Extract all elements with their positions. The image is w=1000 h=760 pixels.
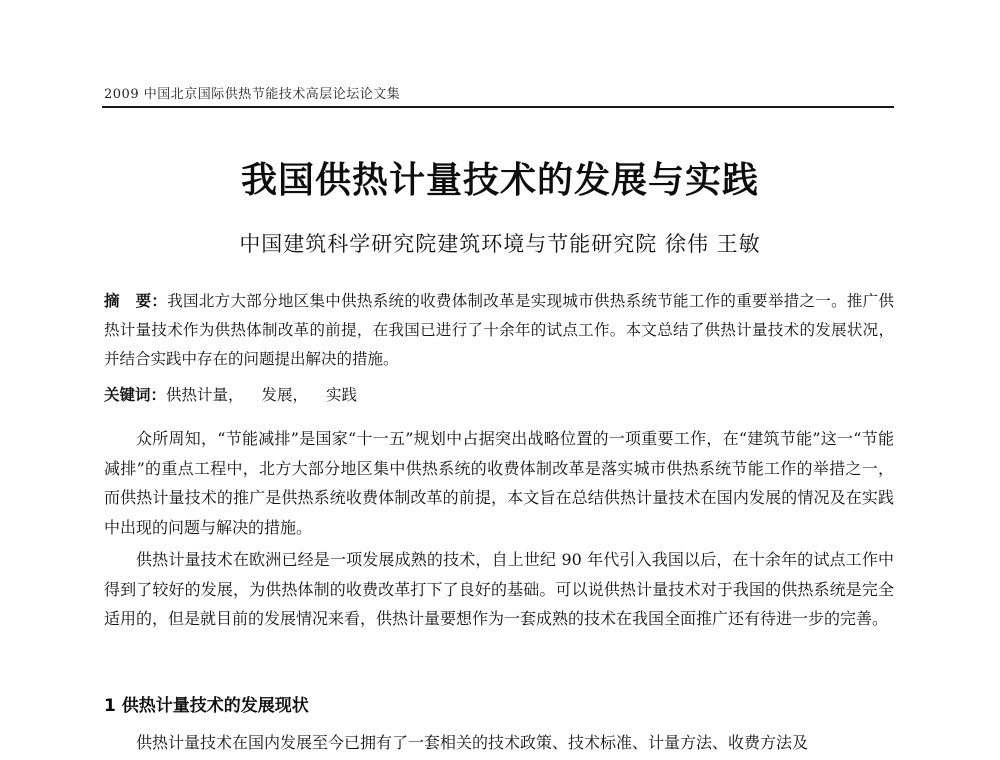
body-paragraph: 供热计量技术在国内发展至今已拥有了一套相关的技术政策、技术标准、计量方法、收费方法及	[136, 733, 809, 752]
keyword-item: 发展，	[261, 386, 309, 404]
author-line: 中国建筑科学研究院建筑环境与节能研究院 徐伟 王敏	[239, 232, 761, 256]
header-rule	[102, 106, 894, 108]
paper-title: 我国供热计量技术的发展与实践	[240, 160, 759, 201]
keywords-label: 关键词：	[104, 386, 167, 404]
body-paragraph: 众所周知，“节能减排”是国家“十一五”规划中占据突出战略位置的一项重要工作，在“建筑节能”这一“节能减排”的重点工程中，北方大部分地区集中供热系统的收费体制改革是落实城市供热系统节能工作的举措之一，而供热计量技术的推广是供热系统收费体制改革的前提，本文旨在总结供热计量技术在国内发展的情况及在实践中出现的问题与解决的措施。	[104, 429, 894, 537]
abstract	[104, 287, 894, 374]
abstract-label: 摘 要：	[104, 292, 168, 310]
running-header: 2009 中国北京国际供热节能技术高层论坛论文集	[104, 87, 401, 102]
abstract-text: 我国北方大部分地区集中供热系统的收费体制改革是实现城市供热系统节能工作的重要举措之一。推广供热计量技术作为供热体制改革的前提，在我国已进行了十余年的试点工作。本文总结了供热计量技术的发展状况，并结合实践中存在的问题提出解决的措施。	[104, 292, 894, 368]
section-heading: 1 供热计量技术的发展现状	[104, 696, 309, 716]
keyword-item: 供热计量，	[166, 386, 244, 404]
keyword-item: 实践	[326, 386, 358, 404]
body-paragraph: 供热计量技术在欧洲已经是一项发展成熟的技术，自上世纪 90 年代引入我国以后，在十余年的试点工作中得到了较好的发展，为供热体制的收费改革打下了良好的基础。可以说供热计量技术对于我国的供热系统是完全适用的，但是就目前的发展情况来看，供热计量要想作为一套成熟的技术在我国全面推广还有待进一步的完善。	[104, 550, 894, 628]
keywords	[104, 381, 894, 409]
